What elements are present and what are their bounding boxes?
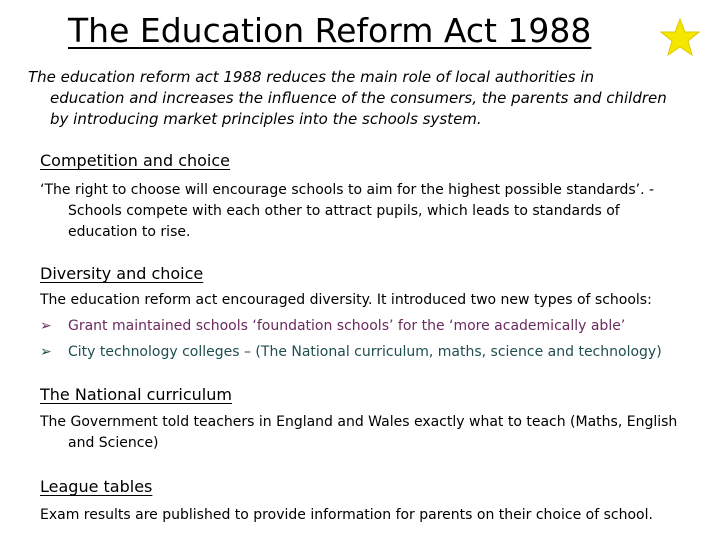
arrow-bullet-icon: ➢ <box>40 318 52 334</box>
bullet-item <box>40 316 625 337</box>
paragraph-national-curriculum: The Government told teachers in England and Wales exactly what to teach (Maths, English and Science) <box>40 414 678 451</box>
heading-competition-and-choice: Competition and choice <box>40 151 230 170</box>
bullet-item <box>40 342 662 363</box>
paragraph-competition-and-choice: ‘The right to choose will encourage schools to aim for the highest possible standards’. - Schools compete with each other to attract pupils, which leads to standards of education to rise. <box>40 182 655 240</box>
intro-paragraph: The education reform act 1988 reduces the main role of local authorities in education and increases the influence of the consumers, the parents and children by introducing market principles into the schools system. <box>28 68 667 128</box>
bullet-text: Grant maintained schools ‘foundation schools’ for the ‘more academically able’ <box>68 318 626 334</box>
star-icon <box>660 18 700 56</box>
paragraph-league-tables: Exam results are published to provide information for parents on their choice of school. <box>40 507 653 523</box>
paragraph-diversity-and-choice: The education reform act encouraged diversity. It introduced two new types of schools: <box>40 292 652 308</box>
heading-league-tables: League tables <box>40 477 153 496</box>
arrow-bullet-icon: ➢ <box>40 344 52 360</box>
heading-national-curriculum: The National curriculum <box>40 385 232 404</box>
bullet-text: City technology colleges – (The National curriculum, maths, science and technology) <box>68 344 662 360</box>
heading-diversity-and-choice: Diversity and choice <box>40 264 204 283</box>
page-title: The Education Reform Act 1988 <box>68 11 592 50</box>
